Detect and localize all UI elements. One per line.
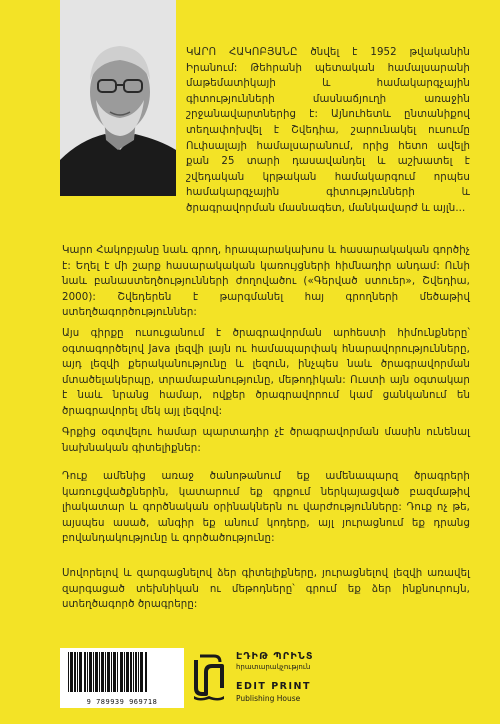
barcode-bar [89,652,92,692]
publisher-block [236,651,314,703]
barcode-bar [133,652,134,692]
publisher-name-en: EDIT PRINT [236,681,311,692]
barcode-bar [107,652,110,692]
author-activities-paragraph: Կարո Հակոբյանը նաև գրող, հրապարակախոս և հասարակական գործիչ է: Եղել է մի շարք հասարակական կառույցների հիմնադիր անդամ: Ունի նաև բանաստեղծությունների ժողովածու («Գերված ստուեր», Շվեդիա, 2000): Շվեդերեն է թարգմանել հայ գրողների մեծաթիվ ստեղծագործություններ: [62,245,470,319]
barcode-bar [117,652,118,692]
author-portrait-image [60,0,176,196]
publisher-name-hy: ԷԴԻԹ ՊՐԻՆՏ [236,651,314,662]
learning-approach-paragraph: Դուք ամենից առաջ ծանոթանում եք ամենապարզ ծրագրերի կառուցվածքներին, կատարում եք գրքում ներկայացված բազմաթիվ լիակատար և գործնական օրինակներն ու վարժությունները: Դուք ոչ թե, այսպես ասած, անգիր եք անում կոդերը, այլ յուրացնում եք դրանց բովանդակությունը և գործածությունը: [62,471,470,545]
barcode-bars [60,648,184,698]
publisher-house-en: Publishing House [236,694,301,703]
barcode-bar [130,652,132,692]
barcode-bar [120,652,123,692]
barcode-bar [113,652,116,692]
isbn-barcode [60,648,184,708]
closing-paragraph: Սովորելով և զարգացնելով ձեր գիտելիքները, յուրացնելով լեզվի առավել զարգացած տեխնիկան ու մեթոդները՝ գրում եք ձեր ինքնուրույն, ստեղծագործ ծրագրերը: [62,568,470,611]
barcode-bar [77,652,78,692]
barcode-bar [74,652,76,692]
barcode-bar [101,652,104,692]
barcode-bar [105,652,106,692]
barcode-bar [145,652,147,692]
barcode-bar [93,652,94,692]
barcode-bar [111,652,112,692]
barcode-bar [124,652,125,692]
barcode-bar [126,652,129,692]
barcode-bar [140,652,143,692]
barcode-bar [68,652,69,692]
barcode-bar [87,652,88,692]
prerequisites-paragraph: Գրքից օգտվելու համար պարտադիր չէ ծրագրավորման մասին ունենալ նախնական գիտելիքներ: [62,427,470,454]
author-bio: ԿԱՐՈ ՀԱԿՈԲՅԱՆԸ ծնվել է 1952 թվականին Իրանում: Թեհրանի պետական համալսարանի մաթեմատիկայի և համակարգչային գիտությունների մասնաճյուղի առաջին շրջանավարտներից է: Այնուհետև ընտանիքով տեղափոխվել է Շվեդիա, շարունակել ուսումը Ուփսալայի համալսարանում, որից հետո ավելի քան 25 տարի դասավանդել և աշխատել է շվեդական կրթական համակարգում որպես համակարգչային գիտությունների և ծրագրավորման մասնագետ, մանկավարժ և այլն... [186,47,470,214]
barcode-bar [84,652,86,692]
barcode-bar [95,652,98,692]
author-photo [60,0,176,196]
publisher-subtitle-hy: հրատարակչություն [236,663,311,671]
book-description-paragraph: Այս գիրքը ուսուցանում է ծրագրավորման արհեստի հիմունքները՝ օգտագործելով Java լեզվի լայն ու համապարփակ հնարավորությունները, այդ լեզվի քերականությունը և լեզուն, ինչպես նաև ծրագրավորման մտածելակերպը, տրամաբանությունը, մեթոդիկան: Ուստի այն օգտակար է նաև նրանց համար, ովքեր ծրագրավորում կամ ցանկանում են ծրագրավորել մեկ այլ լեզվով: [62,328,470,417]
barcode-bar [138,652,139,692]
isbn-number: 9 789939 969718 [86,698,158,706]
publisher-logo-icon [190,652,228,702]
barcode-bar [79,652,82,692]
barcode-bar [99,652,100,692]
barcode-bar [70,652,73,692]
barcode-bar [135,652,137,692]
